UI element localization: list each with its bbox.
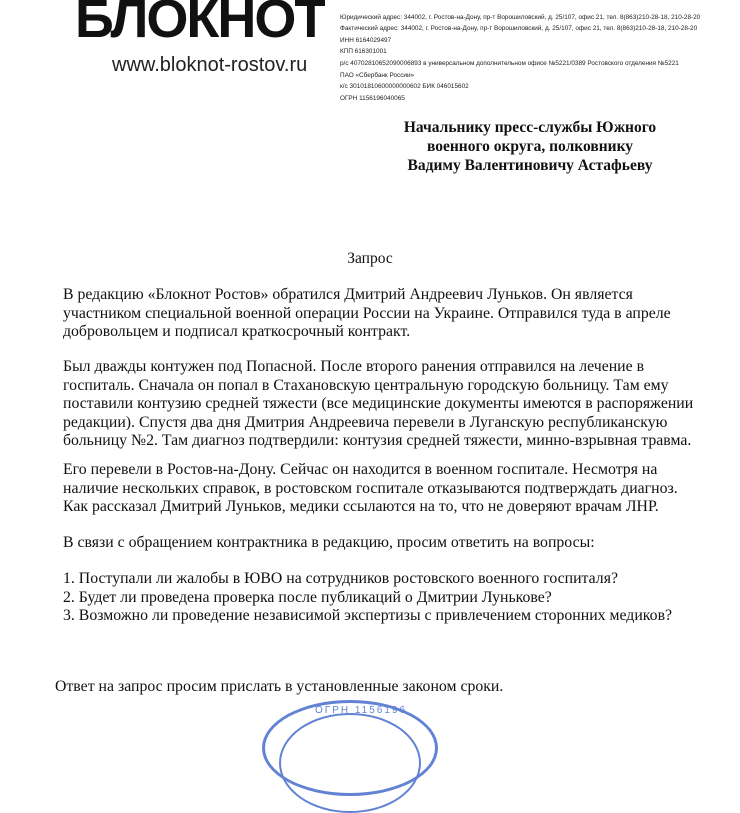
- text-line: участником специальной военной операции России на Украине. Отправился туда в апреле: [63, 304, 671, 322]
- requisite-line: р/с 40702810652090006893 в универсальном дополнительном офисе №5221/0389 Ростовского отделения №5221: [340, 59, 679, 67]
- question-item: 2. Будет ли проведена проверка после публикаций о Дмитрии Лунькове?: [63, 588, 552, 606]
- questions-list: [63, 570, 672, 626]
- company-requisites: [340, 0, 700, 104]
- requisite-line: Фактический адрес: 344002, г. Ростов-на-Дону, пр-т Ворошиловский, д. 25/107, офис 21, тел. 8(863)210-28-18, 210-28-20: [340, 25, 698, 33]
- text-line: редакции). Спустя два дня Дмитрия Андреевича перевели в Луганскую республиканскую: [63, 413, 668, 431]
- stamp-text: ОГРН 1156196: [315, 705, 408, 716]
- requisite-line: КПП 616301001: [340, 48, 387, 56]
- question-item: 1. Поступали ли жалобы в ЮВО на сотрудников ростовского военного госпиталя?: [63, 570, 618, 587]
- paragraph-closing: [55, 678, 503, 697]
- stamp-inner-ring: [279, 713, 421, 813]
- requisite-line: ПАО «Сбербанк России»: [340, 71, 415, 79]
- text-line: добровольцем и подписал краткосрочный контракт.: [63, 323, 411, 340]
- paragraph-request: [63, 534, 595, 553]
- text-line: Его перевели в Ростов-на-Дону. Сейчас он находится в военном госпитале. Несмотря на: [63, 461, 658, 478]
- document-title: Запрос: [347, 250, 393, 267]
- text-line: госпиталь. Сначала он попал в Стахановскую центральную городскую больницу. Там ему: [63, 376, 669, 394]
- text-line: поставили контузию средней тяжести (все медицинские документы имеются в распоряжении: [63, 395, 694, 412]
- requisite-line: ОГРН 1156196040065: [340, 94, 405, 102]
- requisites-cutoff-line: [340, 0, 700, 12]
- text-line: наличие нескольких справок, в ростовском госпитале отказываются подтверждать диагноз.: [63, 479, 678, 497]
- addressee-line: Вадиму Валентиновичу Астафьеву: [407, 157, 653, 174]
- bloknot-logo: БЛОКНОТ: [75, 0, 326, 46]
- addressee-line: Начальнику пресс-службы Южного: [403, 119, 657, 136]
- paragraph-intro: [63, 286, 671, 342]
- requisite-line: ИНН 6164029497: [340, 36, 392, 44]
- paragraph-injury: [63, 358, 693, 451]
- text-line: В редакцию «Блокнот Ростов» обратился Дмитрий Андреевич Луньков. Он является: [63, 286, 633, 303]
- requisite-line: Юридический адрес: 344002, г. Ростов-на-Дону, пр-т Ворошиловский, д. 25/107, офис 21, тел. 8(863)210-28-18, 210-28-20: [340, 13, 701, 21]
- text-line: Как рассказал Дмитрий Луньков, медики ссылаются на то, что не доверяют врачам ЛНР.: [63, 498, 659, 515]
- text-line: Ответ на запрос просим прислать в установленные законом сроки.: [55, 678, 504, 695]
- official-stamp: [262, 700, 438, 796]
- paragraph-hospital: [63, 461, 678, 517]
- text-line: В связи с обращением контрактника в редакцию, просим ответить на вопросы:: [63, 534, 595, 551]
- addressee-line: военного округа, полковнику: [426, 138, 634, 155]
- text-line: Был дважды контужен под Попасной. После второго ранения отправился на лечение в: [63, 358, 645, 375]
- text-line: больницу №2. Там диагноз подтвердили: контузия средней тяжести, минно-взрывная травма.: [63, 432, 692, 449]
- addressee-block: [380, 118, 680, 175]
- website-url: www.bloknot-rostov.ru: [112, 54, 308, 76]
- question-item: 3. Возможно ли проведение независимой экспертизы с привлечением сторонних медиков?: [63, 607, 673, 624]
- requisite-line: к/с 30101810600000000602 БИК 046015602: [340, 83, 469, 91]
